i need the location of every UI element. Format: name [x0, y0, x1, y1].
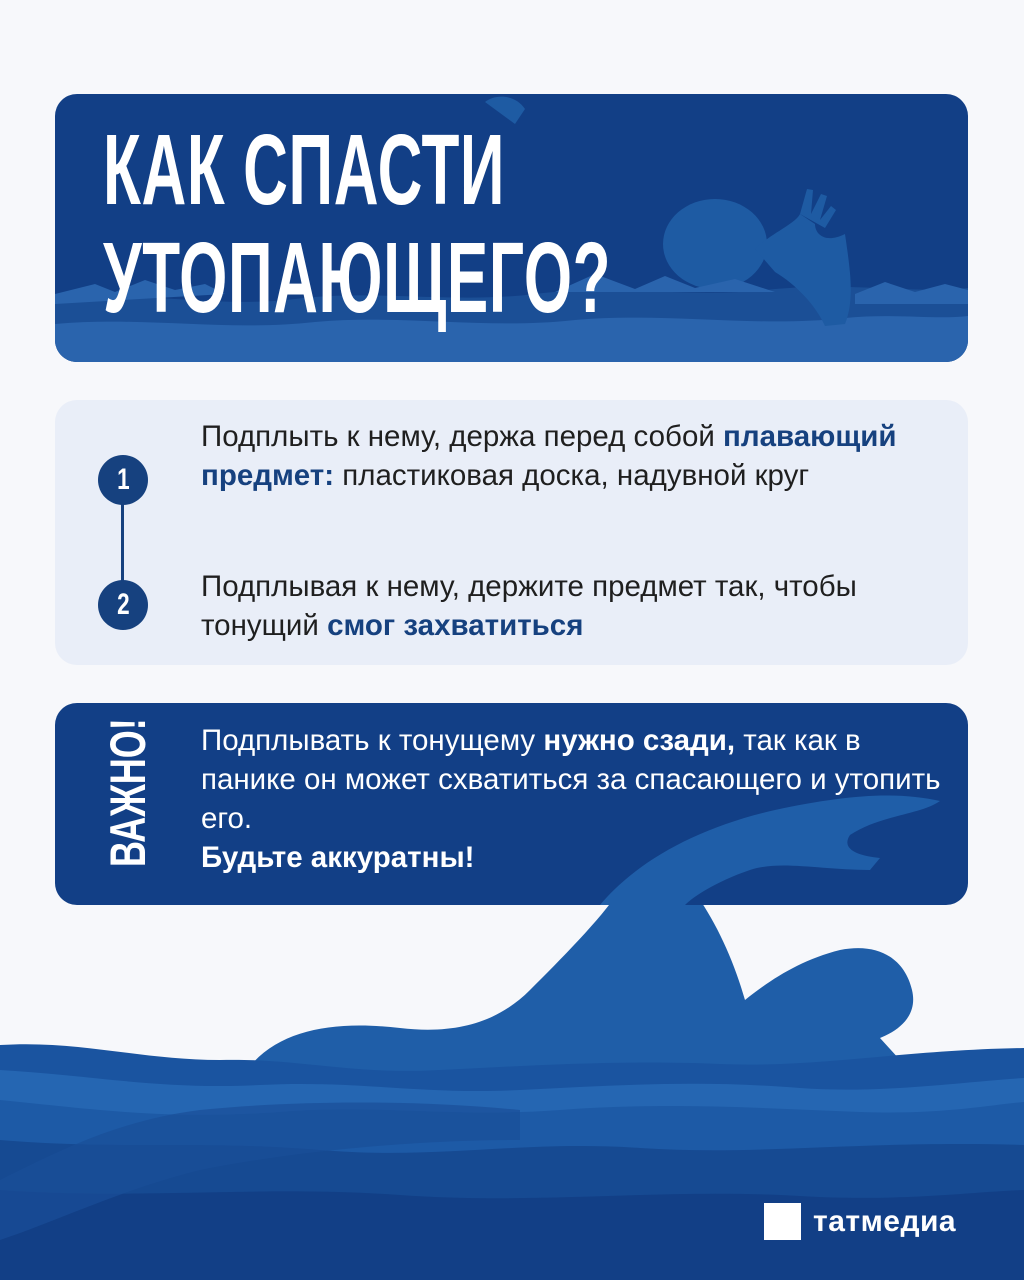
important-label: ВАЖНО!: [100, 718, 156, 867]
brand-square-icon: [764, 1203, 801, 1240]
step-text-1: Подплыть к нему, держа перед собой плавающий предмет: пластиковая доска, надувной круг: [201, 420, 897, 492]
step-number-2: 2: [98, 580, 148, 630]
step-text-2: Подплывая к нему, держите предмет так, чтобы тонущий смог захватиться: [201, 570, 857, 642]
step-number-1: 1: [98, 455, 148, 505]
title-line-1: КАК СПАСТИ: [103, 114, 506, 226]
title-line-2: УТОПАЮЩЕГО?: [103, 222, 612, 334]
brand-logo: [764, 1203, 956, 1240]
important-closing: Будьте аккуратны!: [201, 841, 475, 874]
step-1-highlight: плавающий предмет:: [201, 420, 897, 492]
important-text: Подплывать к тонущему нужно сзади, так как в панике он может схватиться за спасающего и утопить его. Будьте аккуратны!: [201, 724, 941, 874]
step-2-highlight: смог захватиться: [327, 609, 584, 642]
important-highlight: нужно сзади,: [543, 724, 736, 757]
brand-name: татмедиа: [813, 1204, 957, 1238]
